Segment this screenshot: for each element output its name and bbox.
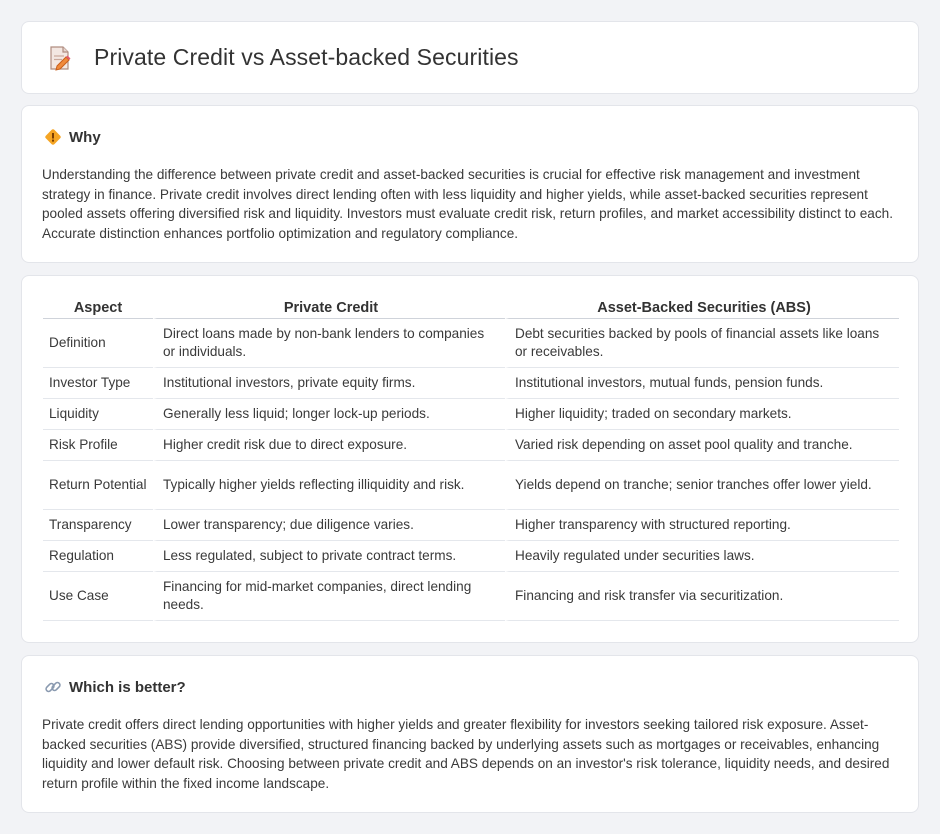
which-is-better-section [21,655,919,813]
which-is-better-heading: Which is better? [69,678,186,696]
table-row [43,510,899,541]
header-private-credit: Private Credit [153,296,505,319]
aspect-cell: Definition [43,319,153,368]
private-credit-cell: Generally less liquid; longer lock-up periods. [153,399,505,430]
abs-cell: Debt securities backed by pools of financial assets like loans or receivables. [505,319,899,368]
document-pencil-icon [48,45,72,71]
why-body: Understanding the difference between private credit and asset-backed securities is crucial for effective risk management and investment strategy in finance. Private credit involves direct lending often with less liquidity and higher yields, while asset-backed securities represent pooled assets offering diversified risk and liquidity. Investors must evaluate credit risk, return profiles, and market accessibility distinct to each. Accurate distinction enhances portfolio optimization and regulatory compliance. [42,167,894,241]
aspect-cell: Risk Profile [43,430,153,461]
which-is-better-body: Private credit offers direct lending opportunities with higher yields and greater flexibility for investors seeking tailored risk exposure. Asset-backed securities (ABS) provide diversified, structured financing backed by underlying assets such as mortgages or receivables, enhancing liquidity and lower default risk. Choosing between private credit and ABS depends on an investor's risk tolerance, liquidity needs, and desired return profile within the fixed income landscape. [42,717,890,791]
aspect-cell: Return Potential [43,461,153,510]
private-credit-cell: Financing for mid-market companies, direct lending needs. [153,572,505,621]
why-heading: Why [69,128,101,146]
abs-cell: Higher transparency with structured reporting. [505,510,899,541]
table-row [43,541,899,572]
table-row [43,399,899,430]
abs-cell: Varied risk depending on asset pool quality and tranche. [505,430,899,461]
header-abs: Asset-Backed Securities (ABS) [505,296,899,319]
header-aspect: Aspect [43,296,153,319]
private-credit-cell: Higher credit risk due to direct exposure. [153,430,505,461]
table-row [43,368,899,399]
aspect-cell: Liquidity [43,399,153,430]
title-card [21,21,919,94]
comparison-card [21,275,919,643]
abs-cell: Higher liquidity; traded on secondary markets. [505,399,899,430]
link-icon [44,678,62,696]
abs-cell: Financing and risk transfer via securitization. [505,572,899,621]
comparison-table [43,296,899,621]
aspect-cell: Investor Type [43,368,153,399]
table-row [43,430,899,461]
table-header-row [43,296,899,319]
private-credit-cell: Less regulated, subject to private contract terms. [153,541,505,572]
private-credit-cell: Typically higher yields reflecting illiquidity and risk. [153,461,505,510]
abs-cell: Heavily regulated under securities laws. [505,541,899,572]
diamond-warning-icon [44,128,62,146]
table-row [43,461,899,510]
private-credit-cell: Direct loans made by non-bank lenders to companies or individuals. [153,319,505,368]
private-credit-cell: Lower transparency; due diligence varies. [153,510,505,541]
aspect-cell: Use Case [43,572,153,621]
table-row [43,319,899,368]
why-section [21,105,919,263]
abs-cell: Yields depend on tranche; senior tranches offer lower yield. [505,461,899,510]
abs-cell: Institutional investors, mutual funds, pension funds. [505,368,899,399]
table-row [43,572,899,621]
aspect-cell: Regulation [43,541,153,572]
aspect-cell: Transparency [43,510,153,541]
page-title: Private Credit vs Asset-backed Securities [94,44,519,70]
private-credit-cell: Institutional investors, private equity firms. [153,368,505,399]
